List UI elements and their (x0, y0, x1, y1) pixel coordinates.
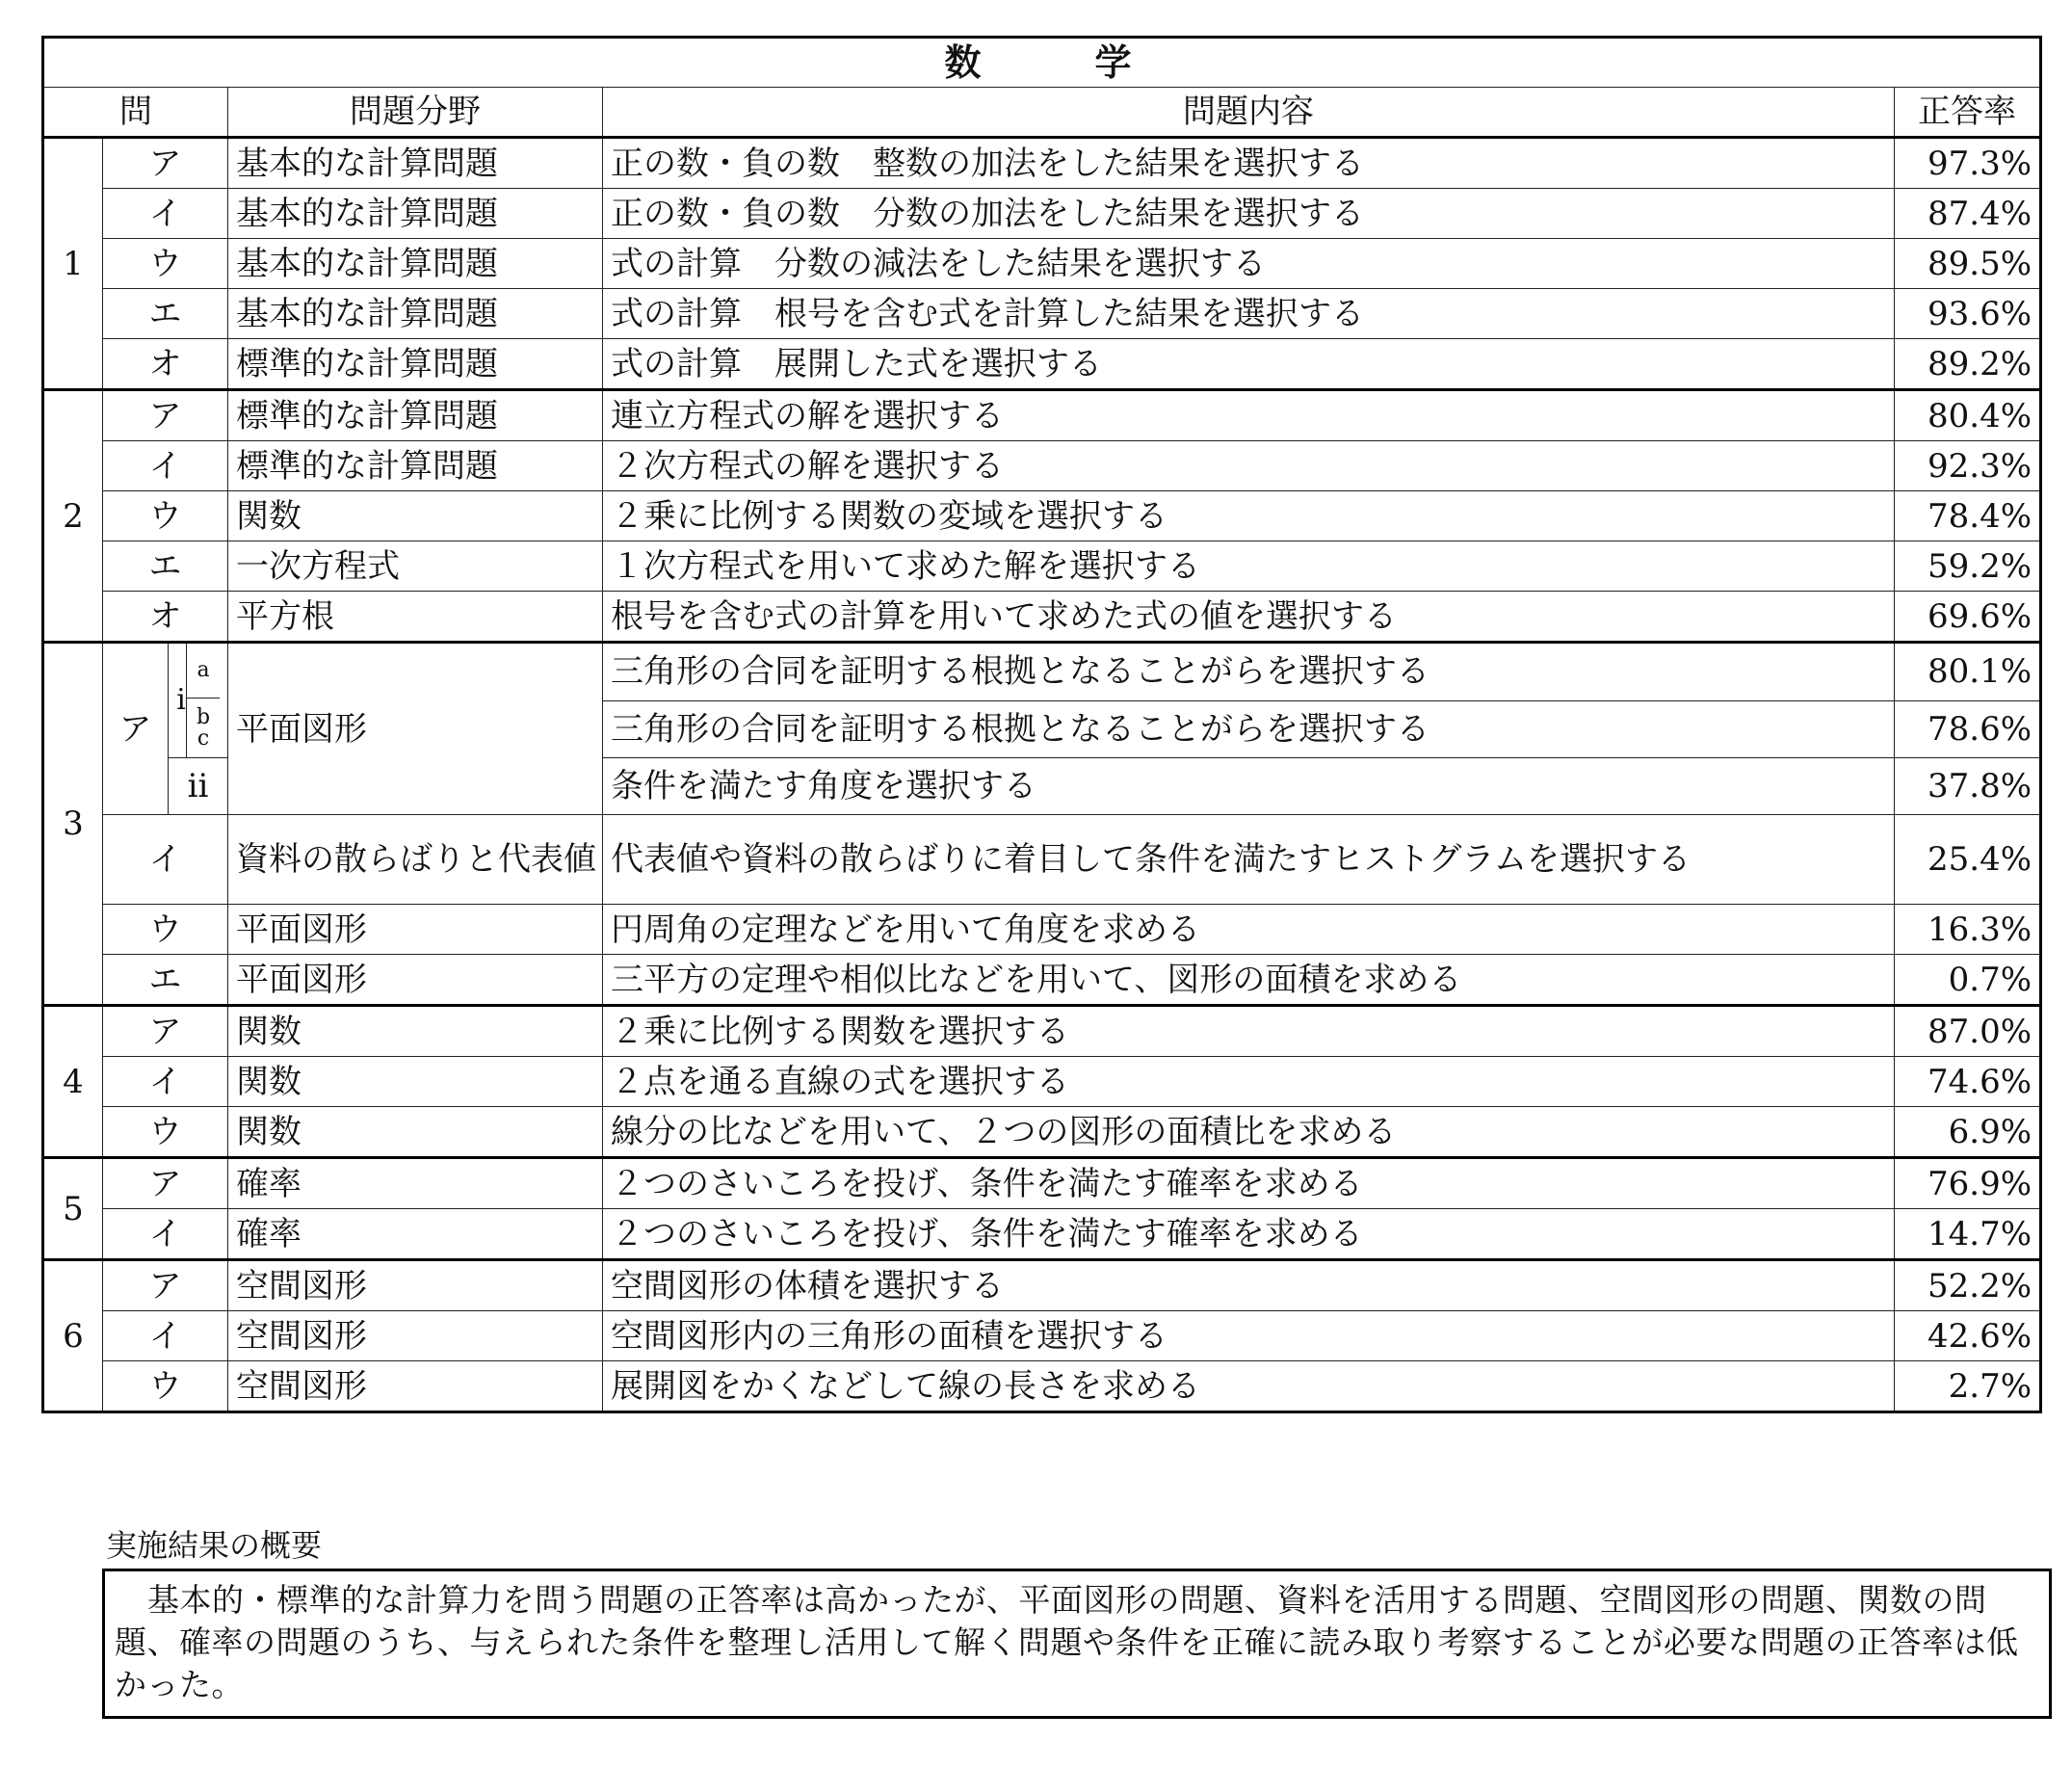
table-row (43, 491, 2041, 541)
field-cell: 関数 (228, 491, 603, 541)
table-row (43, 339, 2041, 390)
sub-question: ウ (103, 1107, 228, 1158)
sub-question: ウ (103, 905, 228, 955)
question-number: 5 (43, 1158, 103, 1260)
table-row (43, 815, 2041, 905)
sub-question: ア (103, 138, 228, 189)
table-row (43, 289, 2041, 339)
header-field: 問題分野 (228, 88, 603, 138)
sub-i-label: i (176, 683, 186, 717)
field-cell: 平面図形 (228, 643, 603, 815)
rate-cell: 52.2% (1895, 1260, 2041, 1311)
rate-cell: 80.1% (1895, 643, 2041, 701)
content-cell: ２つのさいころを投げ、条件を満たす確率を求める (603, 1209, 1895, 1260)
sub-question: ア (103, 390, 228, 441)
content-cell: 条件を満たす角度を選択する (603, 758, 1895, 815)
question-number: 1 (43, 138, 103, 390)
content-cell: 三角形の合同を証明する根拠となることがらを選択する (603, 643, 1895, 701)
content-cell: 式の計算 根号を含む式を計算した結果を選択する (603, 289, 1895, 339)
field-cell: 標準的な計算問題 (228, 441, 603, 491)
rate-cell: 76.9% (1895, 1158, 2041, 1209)
mark-c: c (197, 725, 210, 751)
sub-question: ア (103, 1158, 228, 1209)
rate-cell: 97.3% (1895, 138, 2041, 189)
table-row (43, 1158, 2041, 1209)
sub-question: ウ (103, 1361, 228, 1412)
table-row (43, 1361, 2041, 1412)
rate-cell: 16.3% (1895, 905, 2041, 955)
table-row (43, 905, 2041, 955)
content-cell: 式の計算 展開した式を選択する (603, 339, 1895, 390)
field-cell: 空間図形 (228, 1260, 603, 1311)
rate-cell: 87.0% (1895, 1006, 2041, 1057)
table-row (43, 541, 2041, 592)
sub-question: ア (103, 643, 169, 815)
header-content: 問題内容 (603, 88, 1895, 138)
content-cell: 空間図形内の三角形の面積を選択する (603, 1311, 1895, 1361)
content-cell: 代表値や資料の散らばりに着目して条件を満たすヒストグラムを選択する (603, 815, 1895, 905)
content-cell: 正の数・負の数 分数の加法をした結果を選択する (603, 189, 1895, 239)
rate-cell: 78.6% (1895, 700, 2041, 758)
table-row (43, 1260, 2041, 1311)
header-rate: 正答率 (1895, 88, 2041, 138)
content-cell: 展開図をかくなどして線の長さを求める (603, 1361, 1895, 1412)
rate-cell: 37.8% (1895, 758, 2041, 815)
sub-question: ウ (103, 491, 228, 541)
rate-cell: 93.6% (1895, 289, 2041, 339)
table-row (43, 239, 2041, 289)
field-cell: 確率 (228, 1209, 603, 1260)
content-cell: 線分の比などを用いて、２つの図形の面積比を求める (603, 1107, 1895, 1158)
sub-question: イ (103, 815, 228, 905)
rate-cell: 2.7% (1895, 1361, 2041, 1412)
table-row (43, 1311, 2041, 1361)
content-cell: １次方程式を用いて求めた解を選択する (603, 541, 1895, 592)
table-row (43, 955, 2041, 1006)
rate-cell: 78.4% (1895, 491, 2041, 541)
summary-label: 実施結果の概要 (106, 1527, 323, 1564)
rate-cell: 59.2% (1895, 541, 2041, 592)
sub-question: エ (103, 955, 228, 1006)
sub-question: イ (103, 441, 228, 491)
field-cell: 関数 (228, 1006, 603, 1057)
sub-question: ア (103, 1006, 228, 1057)
rate-cell: 89.5% (1895, 239, 2041, 289)
table-row (43, 1006, 2041, 1057)
results-table (41, 36, 2042, 1413)
field-cell: 資料の散らばりと代表値 (228, 815, 603, 905)
field-cell: 基本的な計算問題 (228, 189, 603, 239)
table-row (43, 390, 2041, 441)
rate-cell: 87.4% (1895, 189, 2041, 239)
summary-box (102, 1569, 2052, 1719)
table-row (43, 138, 2041, 189)
table-row (43, 1057, 2041, 1107)
mark-a: a (187, 644, 220, 699)
content-cell: 三平方の定理や相似比などを用いて、図形の面積を求める (603, 955, 1895, 1006)
rate-cell: 42.6% (1895, 1311, 2041, 1361)
summary-text: 基本的・標準的な計算力を問う問題の正答率は高かったが、平面図形の問題、資料を活用する問題、空間図形の問題、関数の問題、確率の問題のうち、与えられた条件を整理し活用して解く問題や条件を正確に読み取り考察することが必要な問題の正答率は低かった。 (115, 1581, 2019, 1703)
rate-cell: 80.4% (1895, 390, 2041, 441)
question-number: 6 (43, 1260, 103, 1412)
header-question: 問 (43, 88, 228, 138)
field-cell: 平面図形 (228, 955, 603, 1006)
sub-question: オ (103, 592, 228, 643)
field-cell: 空間図形 (228, 1361, 603, 1412)
content-cell: 根号を含む式の計算を用いて求めた式の値を選択する (603, 592, 1895, 643)
table-row (43, 1107, 2041, 1158)
mark-b: b (196, 704, 211, 729)
content-cell: 正の数・負の数 整数の加法をした結果を選択する (603, 138, 1895, 189)
field-cell: 空間図形 (228, 1311, 603, 1361)
table-row (43, 592, 2041, 643)
sub-question: エ (103, 289, 228, 339)
table-row (43, 189, 2041, 239)
sub-question: オ (103, 339, 228, 390)
sub-question: イ (103, 1057, 228, 1107)
sub-question: ウ (103, 239, 228, 289)
field-cell: 基本的な計算問題 (228, 138, 603, 189)
rate-cell: 92.3% (1895, 441, 2041, 491)
sub-question: イ (103, 1209, 228, 1260)
sub-question: ア (103, 1260, 228, 1311)
rate-cell: 0.7% (1895, 955, 2041, 1006)
rate-cell: 69.6% (1895, 592, 2041, 643)
field-cell: 確率 (228, 1158, 603, 1209)
content-cell: ２つのさいころを投げ、条件を満たす確率を求める (603, 1158, 1895, 1209)
sub-question: イ (103, 189, 228, 239)
table-row (43, 1209, 2041, 1260)
field-cell: 標準的な計算問題 (228, 339, 603, 390)
content-cell: ２次方程式の解を選択する (603, 441, 1895, 491)
content-cell: ２乗に比例する関数を選択する (603, 1006, 1895, 1057)
field-cell: 平面図形 (228, 905, 603, 955)
field-cell: 一次方程式 (228, 541, 603, 592)
abc-marks (186, 644, 220, 757)
field-cell: 基本的な計算問題 (228, 239, 603, 289)
content-cell: 円周角の定理などを用いて角度を求める (603, 905, 1895, 955)
field-cell: 平方根 (228, 592, 603, 643)
field-cell: 標準的な計算問題 (228, 390, 603, 441)
sub-question: イ (103, 1311, 228, 1361)
field-cell: 基本的な計算問題 (228, 289, 603, 339)
content-cell: 三角形の合同を証明する根拠となることがらを選択する (603, 700, 1895, 758)
sub-i-cell (169, 643, 228, 758)
rate-cell: 14.7% (1895, 1209, 2041, 1260)
rate-cell: 89.2% (1895, 339, 2041, 390)
rate-cell: 25.4% (1895, 815, 2041, 905)
field-cell: 関数 (228, 1057, 603, 1107)
field-cell: 関数 (228, 1107, 603, 1158)
sub-question: エ (103, 541, 228, 592)
table-row (43, 643, 2041, 701)
rate-cell: 6.9% (1895, 1107, 2041, 1158)
question-number: 2 (43, 390, 103, 643)
content-cell: 空間図形の体積を選択する (603, 1260, 1895, 1311)
question-number: 4 (43, 1006, 103, 1158)
content-cell: ２乗に比例する関数の変域を選択する (603, 491, 1895, 541)
sub-ii-label: ii (169, 758, 228, 815)
table-row (43, 441, 2041, 491)
content-cell: ２点を通る直線の式を選択する (603, 1057, 1895, 1107)
content-cell: 連立方程式の解を選択する (603, 390, 1895, 441)
question-number: 3 (43, 643, 103, 1006)
content-cell: 式の計算 分数の減法をした結果を選択する (603, 239, 1895, 289)
table-title: 数 学 (43, 38, 2041, 88)
rate-cell: 74.6% (1895, 1057, 2041, 1107)
